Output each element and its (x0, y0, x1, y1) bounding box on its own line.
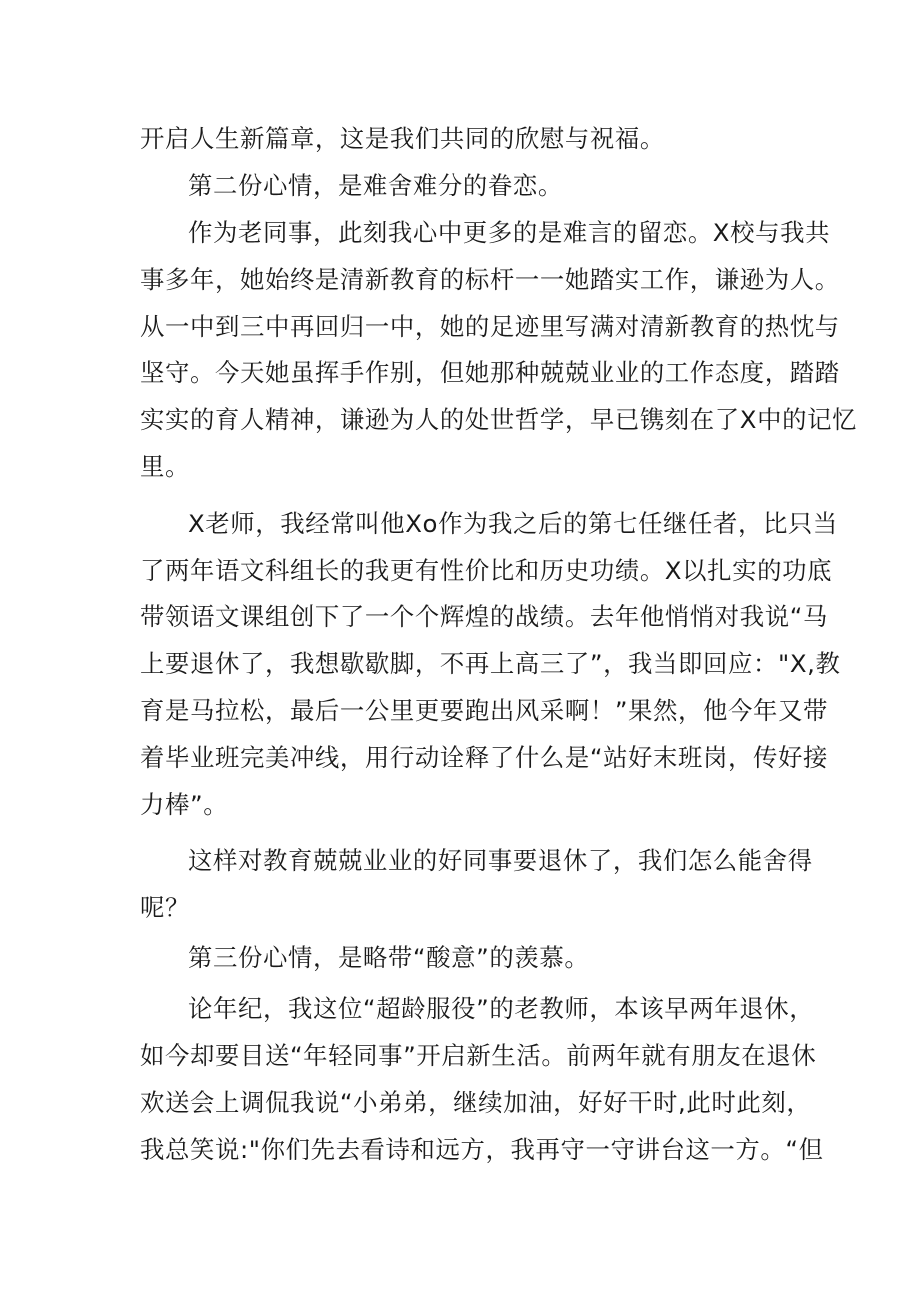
text-line: 开启人生新篇章，这是我们共同的欣慰与祝福。 (140, 124, 665, 153)
text-line: 如今却要目送“年轻同事”开启新生活。前两年就有朋友在退休 (140, 1041, 817, 1070)
text-line: 这样对教育兢兢业业的好同事要退休了，我们怎么能舍得 (188, 846, 813, 875)
text-line: 作为老同事，此刻我心中更多的是难言的留恋。X校与我共 (188, 218, 831, 247)
text-line: 带领语文课组创下了一个个辉煌的战绩。去年他悄悄对我说“马 (140, 602, 828, 631)
text-line: 呢？ (140, 893, 190, 922)
text-line: 力棒”。 (140, 790, 229, 819)
text-line: X老师，我经常叫他Xo作为我之后的第七任继任者，比只当 (188, 509, 838, 538)
text-line: 论年纪，我这位“超龄服役”的老教师，本该早两年退休， (188, 994, 815, 1023)
text-line: 我总笑说:"你们先去看诗和远方，我再守一守讲台这一方。“但 (140, 1135, 824, 1164)
text-line: 实实的育人精神，谦逊为人的处世哲学，早已镌刻在了X中的记忆 (140, 405, 858, 434)
text-line: 第二份心情，是难舍难分的眷恋。 (188, 171, 563, 200)
text-line: 从一中到三中再回归一中，她的足迹里写满对清新教育的热忱与 (140, 312, 840, 341)
text-line: 欢送会上调侃我说“小弟弟，继续加油，好好干时,此时此刻， (140, 1088, 812, 1117)
text-line: 了两年语文科组长的我更有性价比和历史功绩。X以扎实的功底 (140, 556, 833, 585)
text-line: 第三份心情，是略带“酸意”的羡慕。 (188, 943, 590, 972)
text-line: 里。 (140, 452, 190, 481)
text-line: 事多年，她始终是清新教育的标杆一一她踏实工作，谦逊为人。 (140, 265, 840, 294)
text-line: 着毕业班完美冲线，用行动诠释了什么是“站好末班岗，传好接 (140, 743, 828, 772)
text-line: 上要退休了，我想歇歇脚，不再上高三了”，我当即回应："X,教 (140, 649, 841, 678)
text-line: 坚守。今天她虽挥手作别，但她那种兢兢业业的工作态度，踏踏 (140, 358, 840, 387)
text-line: 育是马拉松，最后一公里更要跑出风采啊！”果然，他今年又带 (140, 696, 828, 725)
